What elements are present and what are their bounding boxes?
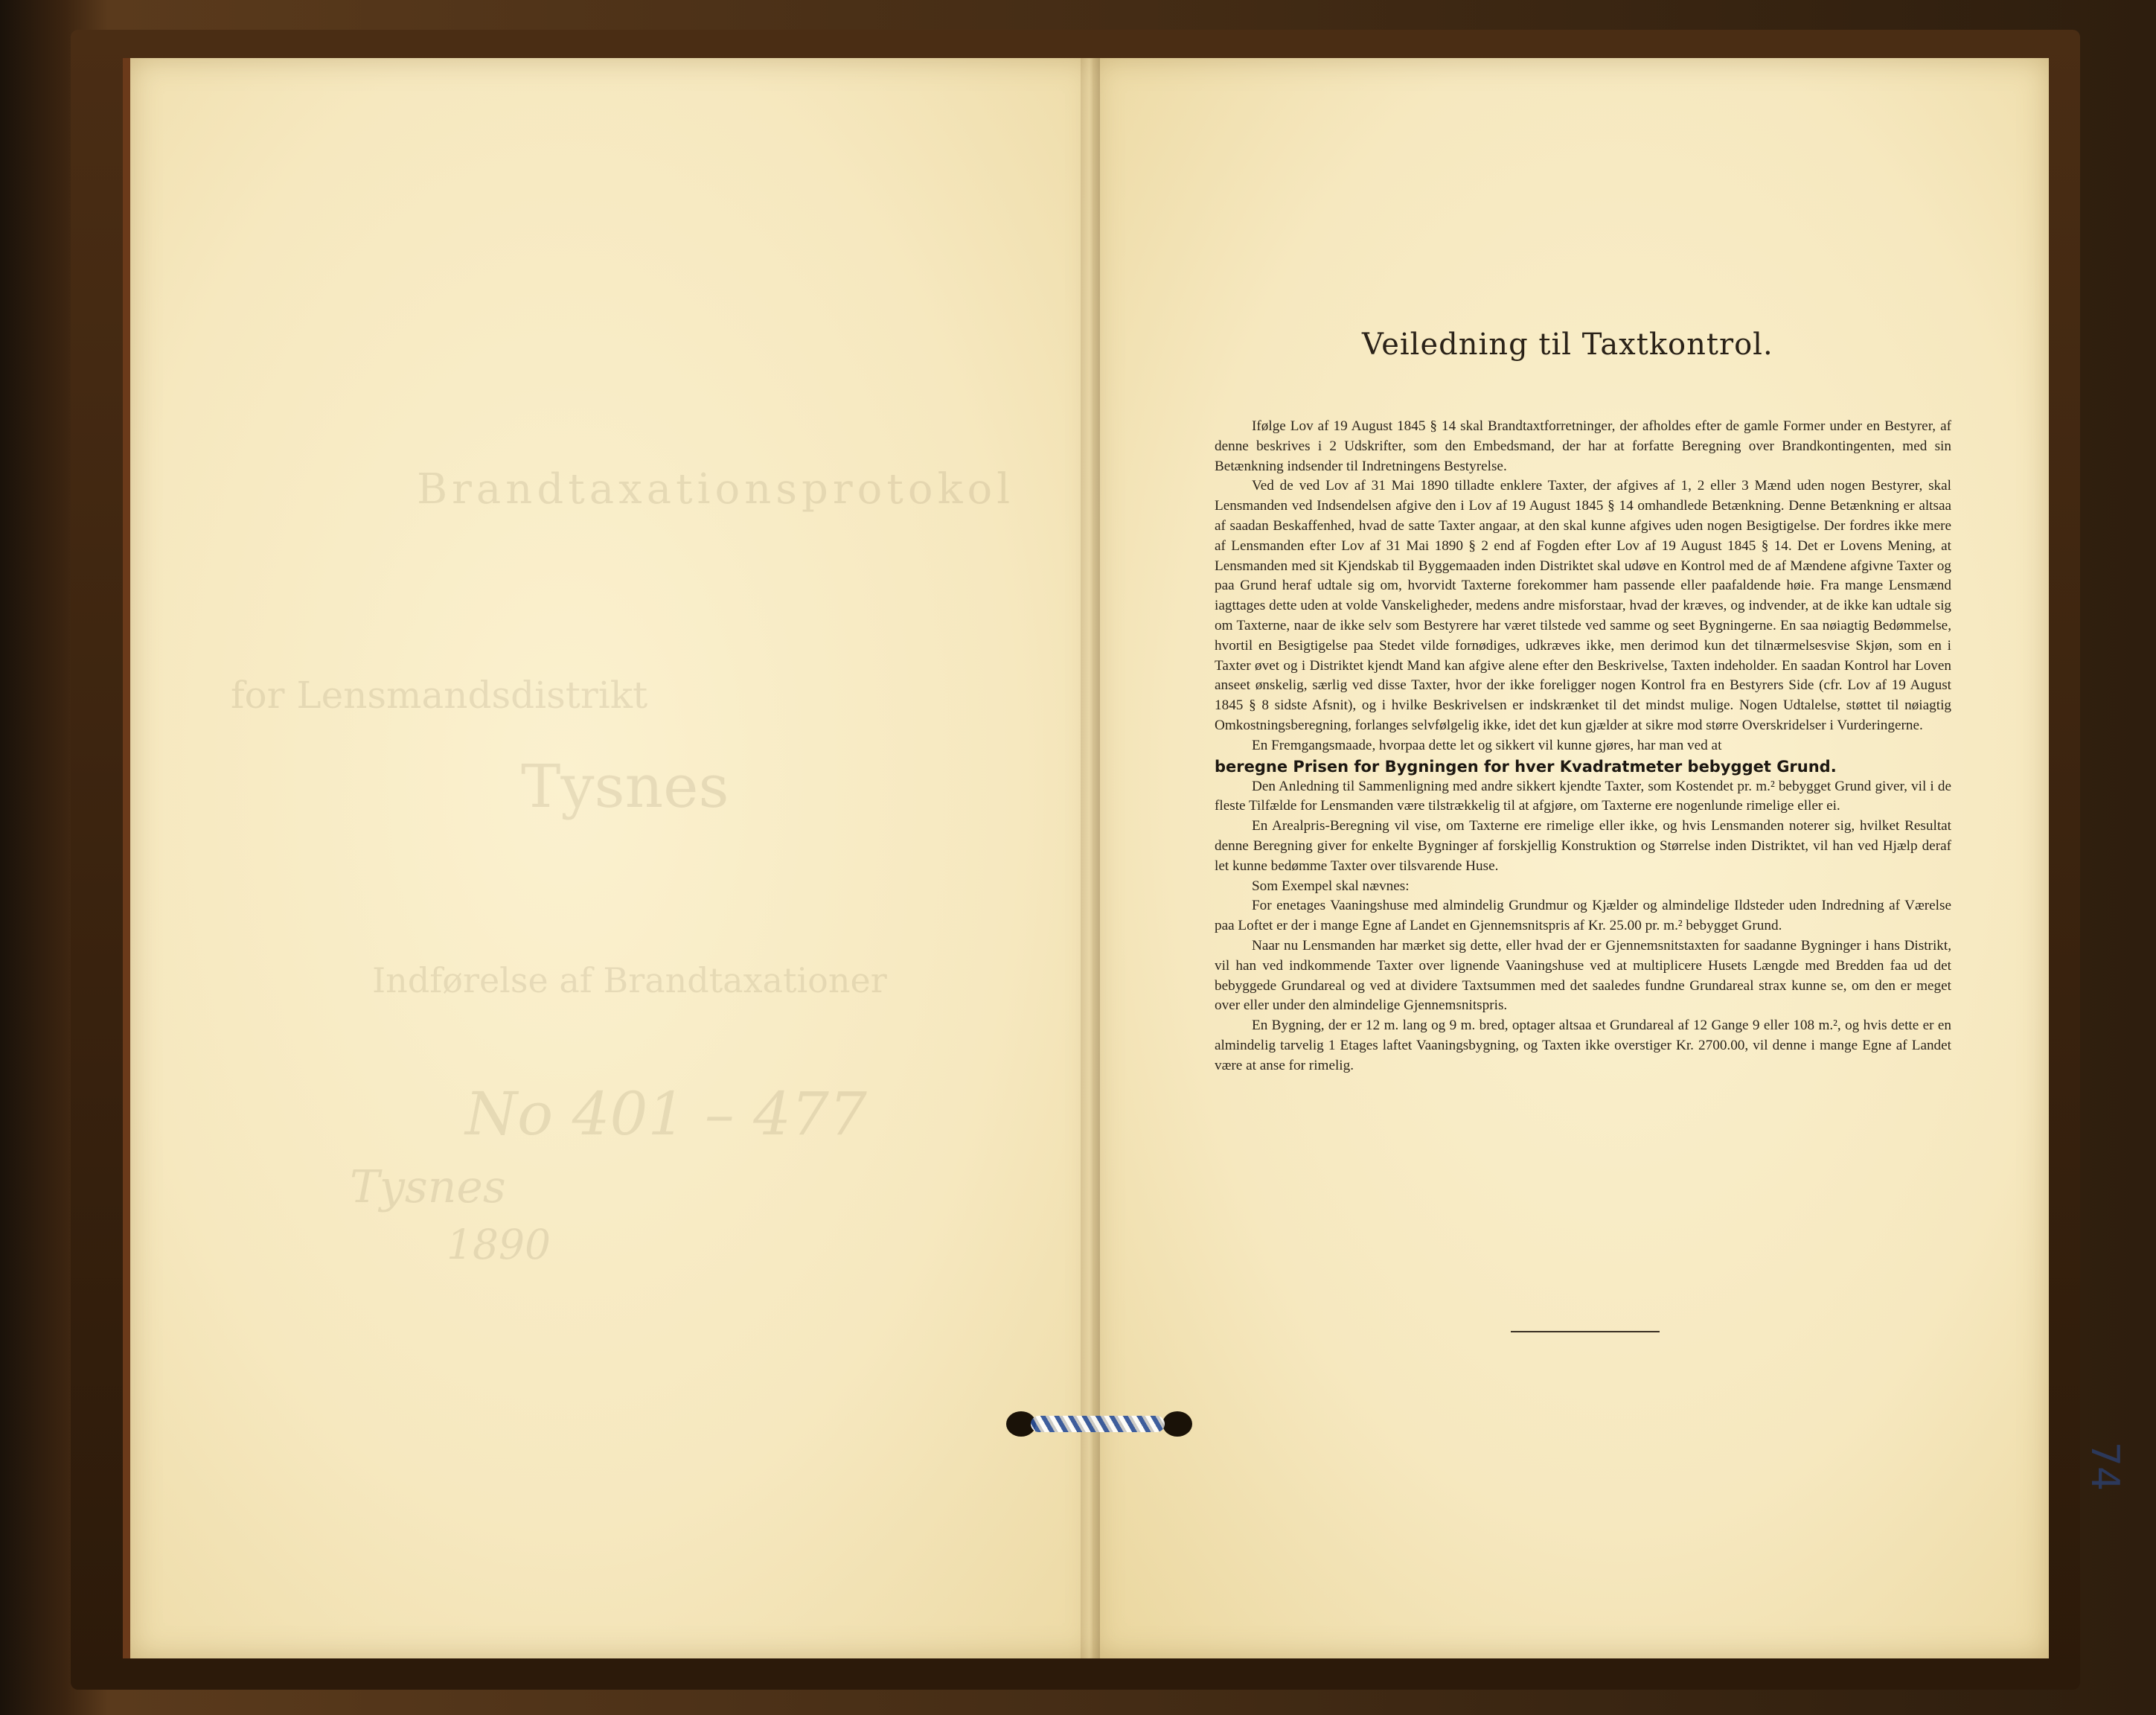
showthrough-line-5: No 401 – 477 (465, 1079, 867, 1149)
showthrough-line-3: Tysnes (521, 752, 729, 821)
binding-hole-right (1162, 1411, 1192, 1437)
binding-string (1031, 1416, 1165, 1432)
paragraph: En Fremgangsmaade, hvorpaa dette let og sikkert vil kunne gjøres, har man ved at (1252, 737, 1722, 753)
showthrough-line-2: for Lensmandsdistrikt (231, 674, 648, 717)
paragraph: Som Exempel skal nævnes: (1252, 878, 1410, 894)
page-edge-number: 74 (2082, 1441, 2128, 1492)
left-page (123, 58, 1098, 1658)
emphasis-line: beregne Prisen for Bygningen for hver Kvadratmeter bebygget Grund. (1215, 757, 1837, 776)
paragraph: En Arealpris-Beregning vil vise, om Taxterne ere rimelige eller ikke, og hvis Lensmanden noterer sig, hvilket Resultat denne Beregning giver for enkelte Bygninger af forskjellig Konstruktion og Størrelse inden Distriktet, vil han ved Hjælp deraf let kunne bedømme Taxter over tilsvarende Huse. (1215, 818, 1951, 874)
paragraph: Naar nu Lensmanden har mærket sig dette, eller hvad der er Gjennemsnitstaxten for saadanne Bygninger i hans Distrikt, vil han ved indkommende Taxter over lignende Vaaningshuse ved at multiplicere Husets Længde med Bredden faa ud det bebyggede Grundareal og ved at dividere Taxtsummen med det saaledes fundne Grundareal strax kunne se, om den er meget over eller under den almindelige Gjennemsnitspris. (1215, 937, 1951, 1014)
showthrough-line-7: 1890 (447, 1221, 551, 1268)
paragraph: Den Anledning til Sammenligning med andre sikkert kjendte Taxter, som Kostendet pr. m.² bebygget Grund giver, vil i de fleste Tilfælde for Lensmanden være tilstrækkelig til at afgjøre, om Taxterne ere nogenlunde rimelige eller ei. (1215, 778, 1951, 814)
document-body (1215, 417, 1951, 1076)
paragraph: For enetages Vaaningshuse med almindelig Grundmur og Kjælder og almindelige Ildsteder uden Indredning af Værelse paa Loftet er der i mange Egne af Landet en Gjennemsnitspris af Kr. 25.00 pr. m.² bebygget Grund. (1215, 898, 1951, 934)
document-title: Veiledning til Taxtkontrol. (1362, 328, 1773, 362)
paragraph: Ifølge Lov af 19 August 1845 § 14 skal Brandtaxtforretninger, der afholdes efter de gamle Former under en Bestyrer, af denne beskrives i 2 Udskrifter, som den Embedsmand, der har at forfatte Beregning over Brandkontingenten, med sin Betænkning indsender til Indretningens Bestyrelse. (1215, 418, 1951, 474)
showthrough-line-4: Indførelse af Brandtaxationer (372, 960, 887, 1000)
showthrough-line-1: Brandtaxationsprotokol (417, 465, 1015, 514)
paragraph: Ved de ved Lov af 31 Mai 1890 tilladte enklere Taxter, der afgives af 1, 2 eller 3 Mænd uden nogen Bestyrer, skal Lensmanden ved Indsendelsen afgive den i Lov af 19 August 1845 § 14 omhandlede Betænkning. Denne Betænkning er altsaa af saadan Beskaffenhed, hvad de satte Taxter angaar, at den skal kunne afgives uden nogen Besigtigelse. Der fordres ikke mere af Lensmanden efter Lov af 31 Mai 1890 § 2 end af Fogden efter Lov af 19 August 1845 § 14. Det er Lovens Mening, at Lensmanden med sit Kjendskab til Byggemaaden inden Distriktet skal udøve en Kontrol med de af Mændene afgivne Taxter og paa Grund heraf udtale sig om, hvorvidt Taxterne forekommer ham passende eller paafaldende høie. Fra mange Lensmænd iagttages dette uden at volde Vanskeligheder, medens andre misforstaar, hvad der kræves, og indvender, at de ikke kan udtale sig om Taxterne, naar de ikke selv som Bestyrere har været tilstede ved samme og seet Bygningerne. En saa nøiagtig Bedømmelse, hvortil en Besigtigelse paa Stedet vilde fornødiges, udkræves ikke, men derimod kun det tilnærmelsesvise Skjøn, som en i Taxter øvet og i Distriktet kjendt Mand kan afgive alene efter den Beskrivelse, Taxten indeholder. En saadan Kontrol har Loven anseet ønskelig, særlig ved disse Taxter, hvor der ikke foreligger nogen Kontrol fra en Bestyrers Side (cfr. Lov af 19 August 1845 § 8 sidste Afsnit), og i hvilke Beskrivelsen er indskrænket til det mindst mulige. Nogen Udtalelse, støttet til nøiagtig Omkostningsberegning, forlanges selvfølgelig ikke, idet det kun gjælder at sikre mod større Overskridelser i Vurderingerne. (1215, 478, 1951, 733)
closing-rule (1511, 1331, 1660, 1332)
showthrough-line-6: Tysnes (350, 1161, 506, 1213)
paragraph: En Bygning, der er 12 m. lang og 9 m. bred, optager altsaa et Grundareal af 12 Gange 9 eller 108 m.², og hvis dette er en almindelig tarvelig 1 Etages laftet Vaaningsbygning, og Taxten ikke overstiger Kr. 2700.00, vil denne i mange Egne af Landet være at anse for rimelig. (1215, 1018, 1951, 1073)
